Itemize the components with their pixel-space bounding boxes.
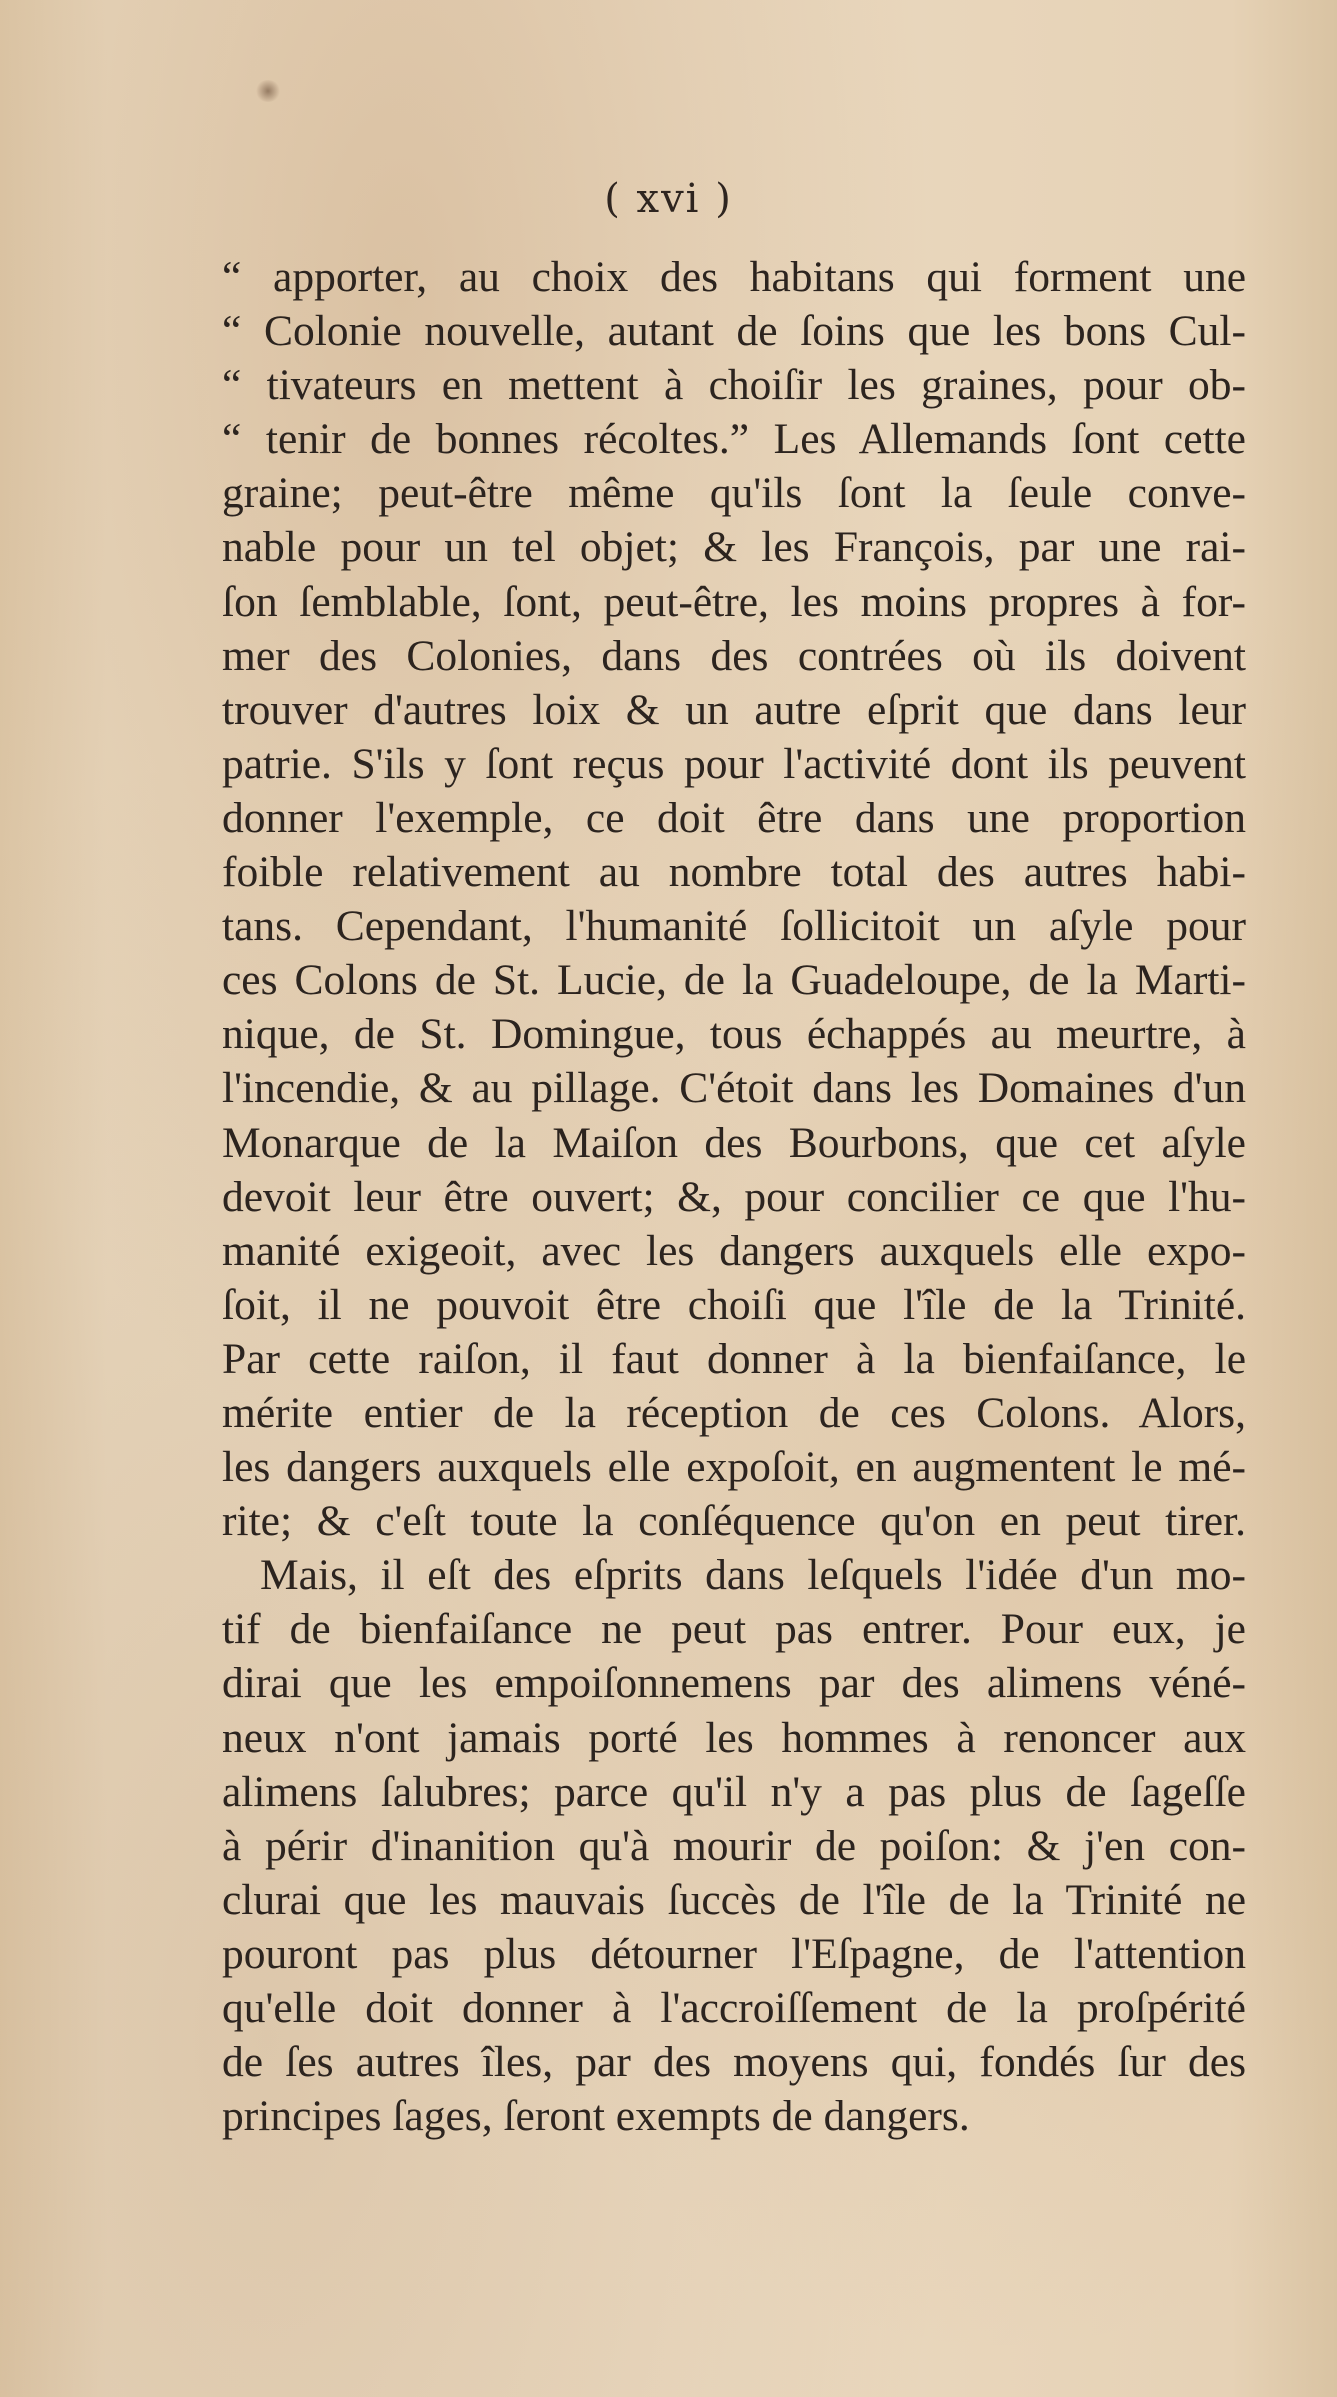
page-number: ( xvi ) xyxy=(604,176,733,222)
text-line: tif de bienfaiſance ne peut pas entrer. Pour eux, je xyxy=(222,1605,1246,1654)
text-line: mérite entier de la réception de ces Colons. Alors, xyxy=(222,1388,1246,1437)
text-line: Mais, il eſt des eſprits dans leſquels l'idée d'un mo- xyxy=(260,1551,1246,1600)
text-line: à périr d'inanition qu'à mourir de poiſon: & j'en con- xyxy=(222,1821,1246,1870)
text-line: patrie. S'ils y ſont reçus pour l'activité dont ils peuvent xyxy=(222,739,1246,788)
text-line: donner l'exemple, ce doit être dans une proportion xyxy=(222,793,1246,842)
text-line: “ apporter, au choix des habitans qui forment une xyxy=(222,253,1246,301)
text-line: clurai que les mauvais ſuccès de l'île de la Trinité ne xyxy=(222,1875,1246,1924)
text-line: dirai que les empoiſonnemens par des alimens véné- xyxy=(222,1659,1246,1708)
text-line: ſoit, il ne pouvoit être choiſi que l'île de la Trinité. xyxy=(222,1280,1246,1329)
text-line: devoit leur être ouvert; &, pour concilier ce que l'hu- xyxy=(222,1172,1246,1221)
text-line: neux n'ont jamais porté les hommes à renoncer aux xyxy=(222,1713,1246,1762)
text-line: pouront pas plus détourner l'Eſpagne, de l'attention xyxy=(222,1929,1246,1978)
text-line: l'incendie, & au pillage. C'étoit dans les Domaines d'un xyxy=(222,1064,1246,1113)
text-line: nique, de St. Domingue, tous échappés au meurtre, à xyxy=(222,1010,1246,1059)
text-line: ſon ſemblable, ſont, peut-être, les moins propres à for- xyxy=(222,577,1246,626)
text-line: rite; & c'eſt toute la conſéquence qu'on en peut tirer. xyxy=(222,1497,1246,1546)
text-line: alimens ſalubres; parce qu'il n'y a pas plus de ſageſſe xyxy=(222,1767,1246,1816)
text-line: graine; peut-être même qu'ils ſont la ſeule conve- xyxy=(222,469,1246,518)
text-line: les dangers auxquels elle expoſoit, en augmentent le mé- xyxy=(222,1443,1246,1492)
text-line: trouver d'autres loix & un autre eſprit que dans leur xyxy=(222,685,1246,734)
text-line: ces Colons de St. Lucie, de la Guadeloupe, de la Marti- xyxy=(222,956,1246,1005)
text-line: qu'elle doit donner à l'accroiſſement de la proſpérité xyxy=(222,1984,1246,2032)
ink-stain xyxy=(255,80,281,102)
text-line: Par cette raiſon, il faut donner à la bienfaiſance, le xyxy=(222,1334,1246,1383)
text-line: principes ſages, ſeront exempts de dangers. xyxy=(222,2092,970,2141)
text-line: mer des Colonies, dans des contrées où ils doivent xyxy=(222,631,1246,680)
text-line: “ tivateurs en mettent à choiſir les graines, pour ob- xyxy=(222,361,1246,410)
text-line: “ tenir de bonnes récoltes.” Les Allemands ſont cette xyxy=(222,415,1246,464)
body-text xyxy=(222,250,1246,2143)
text-line: de ſes autres îles, par des moyens qui, fondés ſur des xyxy=(222,2038,1246,2087)
text-line: foible relativement au nombre total des autres habi- xyxy=(222,848,1246,897)
text-line: tans. Cependant, l'humanité ſollicitoit un aſyle pour xyxy=(222,902,1246,951)
text-line: manité exigeoit, avec les dangers auxquels elle expo- xyxy=(222,1226,1246,1275)
text-line: Monarque de la Maiſon des Bourbons, que cet aſyle xyxy=(222,1118,1246,1167)
text-line: “ Colonie nouvelle, autant de ſoins que les bons Cul- xyxy=(222,307,1246,356)
text-line: nable pour un tel objet; & les François, par une rai- xyxy=(222,523,1246,572)
